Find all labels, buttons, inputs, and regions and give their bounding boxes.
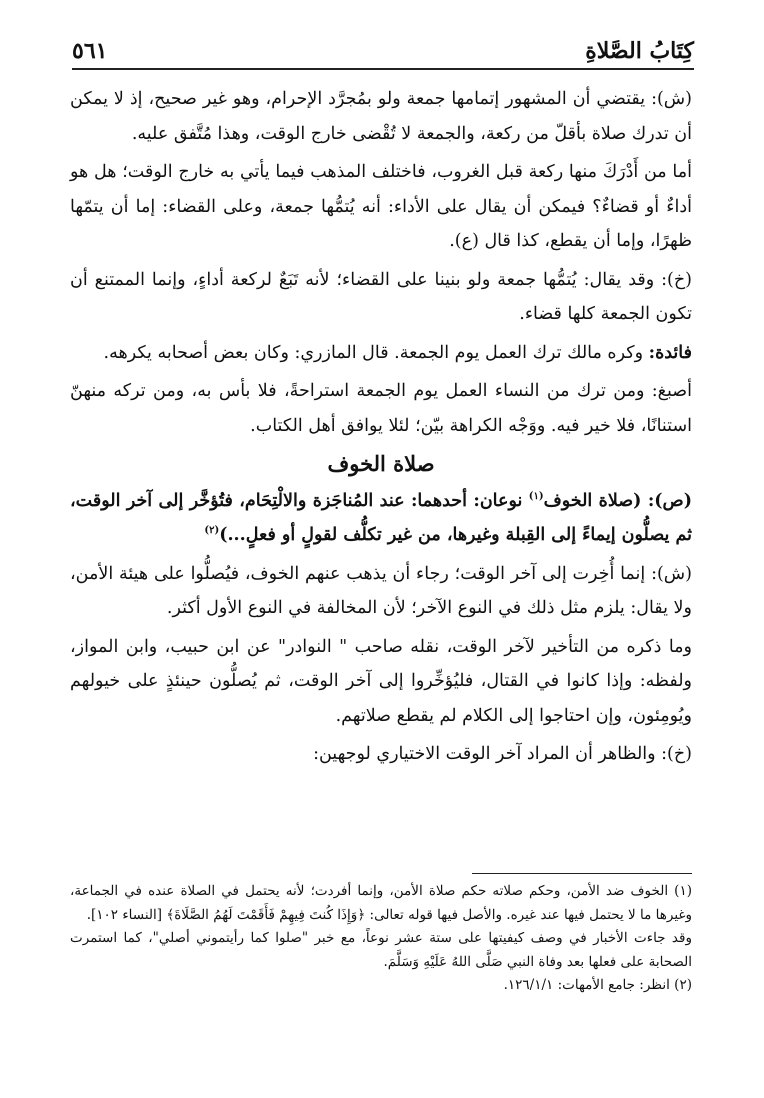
footnotes (70, 880, 692, 998)
paragraph: أما من أَدْرَكَ منها ركعة قبل الغروب، فاختلف المذهب فيما يأتي به خارج الوقت؛ هل هو أداءٌ أو قضاءٌ؟ فيمكن أن يقال على الأداء: أنه يُتمُّها جمعة، وعلى القضاء: إما أن يتمّها ظهرًا، وإما أن يقطع، كذا قال (ع). (70, 162, 692, 251)
footnote-ref[interactable]: (١) (528, 490, 544, 502)
main-text (70, 82, 692, 776)
faida-label: فائدة: (648, 342, 692, 363)
footnote: (١) الخوف ضد الأمن، وحكم صلاته حكم صلاة الأمن، وإنما أفردت؛ لأنه يحتمل في الصلاة عنده في الجماعة، وغيرها ما لا يحتمل فيها عند غيره. والأصل فيها قوله تعالى: ﴿وَإِذَا كُنتَ فِيهِمْ فَأَقَمْتَ لَهُمُ الصَّلَاةَ﴾ [النساء ١٠٢]. (70, 883, 692, 923)
footnote: (٢) انظر: جامع الأمهات: ١٢٦/١/١. (503, 977, 692, 993)
page-header (72, 30, 694, 70)
matn-paragraph (70, 484, 692, 553)
matn-text: نوعان: أحدهما: عند المُناجَزة والالْتِحَام، فتُؤخَّر إلى آخر الوقت، ثم يصلُّون إيماءً إلى القِبلة وغيرها، من غير تكلُّف لقولٍ أو فعلٍ...) (70, 490, 692, 545)
paragraph: (ش): إنما أُخِرت إلى آخر الوقت؛ رجاء أن يذهب عنهم الخوف، فيُصلُّوا على هيئة الأمن، ولا يقال: يلزم مثل ذلك في النوع الآخر؛ لأن المخالفة في النوع الأول أكثر. (70, 563, 692, 618)
footnote: وقد جاءت الأخبار في وصف كيفيتها على ستة عشر نوعاً، مع خبر "صلوا كما رأيتموني أصلي"، كما استمرت الصحابة على فعلها بعد وفاة النبي صَلَّى اللهُ عَلَيْهِ وَسَلَّمَ. (70, 930, 692, 970)
running-title: كِتَابُ الصَّلاةِ (585, 38, 694, 64)
faida-text: وكره مالك ترك العمل يوم الجمعة. قال المازري: وكان بعض أصحابه يكرهه. (103, 342, 649, 363)
footnote-divider (472, 873, 692, 874)
page-number: ٥٦١ (72, 38, 108, 64)
section-heading: صلاة الخوف (327, 451, 435, 476)
faida-paragraph (70, 336, 692, 371)
matn-prefix: (ص): (641, 490, 692, 511)
paragraph: أصبغ: ومن ترك من النساء العمل يوم الجمعة استراحةً، فلا بأس به، ومن تركه منهنّ استنانًا، فلا خير فيه. ووَجْه الكراهة بيّن؛ لئلا يوافق أهل الكتاب. (70, 381, 692, 436)
paragraph: وما ذكره من التأخير لآخر الوقت، نقله صاحب " النوادر" عن ابن حبيب، وابن المواز، ولفظه: وإذا كانوا في القتال، فليُؤخِّروا إلى آخر الوقت، ثم يُصلُّون حينئذٍ على خيولهم ويُومِئون، وإن احتاجوا إلى الكلام لم يقطع صلاتهم. (70, 636, 692, 726)
footnote-ref[interactable]: (٢) (204, 525, 220, 537)
paragraph: (خ): والظاهر أن المراد آخر الوقت الاختياري لوجهين: (313, 744, 692, 764)
paragraph: (ش): يقتضي أن المشهور إتمامها جمعة ولو بمُجرَّد الإحرام، وهو غير صحيح، إذ لا يمكن أن تدرك صلاة بأقلّ من ركعة، والجمعة لا تُقْضى خارج الوقت، وهذا مُتَّفق عليه. (70, 89, 692, 144)
matn-start: (صلاة الخوف (543, 490, 642, 511)
paragraph: (خ): وقد يقال: يُتمُّها جمعة ولو بنينا على القضاء؛ لأنه تَبَعٌ لركعة أداءٍ، وإنما الممتنع أن تكون الجمعة كلها قضاء. (70, 269, 692, 324)
